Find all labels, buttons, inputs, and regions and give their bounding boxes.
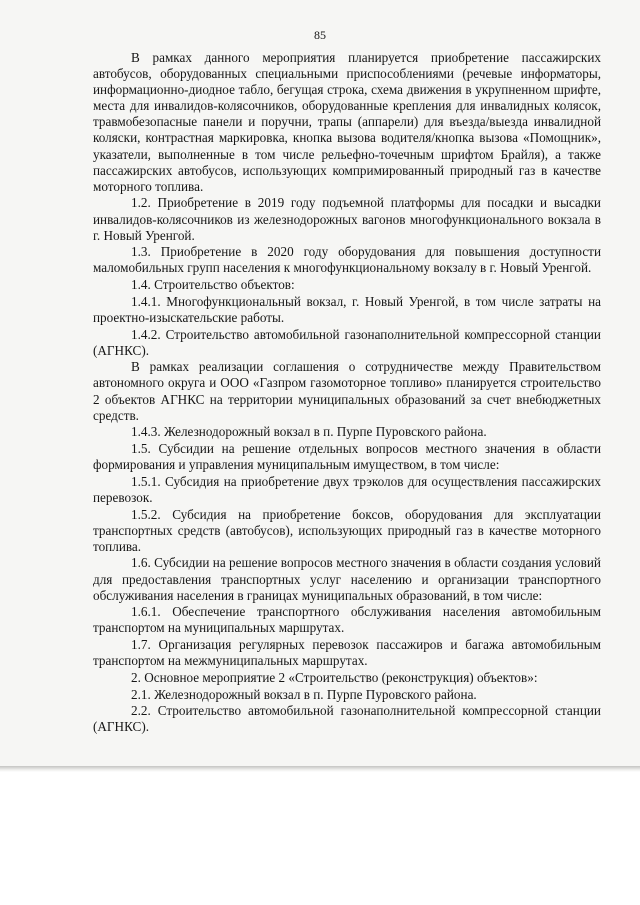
scan-edge-shadow — [0, 766, 640, 772]
paragraph-1-5-2: 1.5.2. Субсидия на приобретение боксов, оборудования для эксплуатации транспортных средств (автобусов), использующих природный газ в качестве моторного топлива. — [93, 506, 601, 554]
paragraph-1-4-3: 1.4.3. Железнодорожный вокзал в п. Пурпе Пуровского района. — [131, 424, 487, 440]
paragraph-2: 2. Основное мероприятие 2 «Строительство (реконструкция) объектов»: — [131, 669, 538, 685]
paragraph-buses: В рамках данного мероприятия планируется приобретение пассажирских автобусов, оборудованных специальными приспособлениями (речевые информаторы, информационно-диодное табло, бегущая строка, схема движения в укрупненном шрифте, места для инвалидов-колясочников, оборудованные крепления для инвалидных колясок, травмобезопасные панели и поручни, трапы (аппарели) для въезда/выезда инвалидной коляски, контрастная маркировка, кнопка вызова водителя/кнопка вызова «Помощник», указатели, выполненные в том числе рельефно-точечным шрифтом Брайля), а также пассажирских автобусов, использующих компримированный природный газ в качестве моторного топлива. — [93, 50, 601, 194]
paragraph-1-6: 1.6. Субсидии на решение вопросов местного значения в области создания условий для предоставления транспортных услуг населению и организации транспортного обслуживания населения в границах муниципальных образований, в том числе: — [93, 555, 601, 603]
paragraph-1-2: 1.2. Приобретение в 2019 году подъемной платформы для посадки и высадки инвалидов-колясочников из железнодорожных вагонов многофункционального вокзала в г. Новый Уренгой. — [93, 195, 601, 243]
paragraph-1-4-2: 1.4.2. Строительство автомобильной газонаполнительной компрессорной станции (АГНКС). — [93, 326, 601, 358]
paragraph-1-5-1: 1.5.1. Субсидия на приобретение двух трэколов для осуществления пассажирских перевозок. — [93, 473, 601, 505]
paragraph-1-5: 1.5. Субсидии на решение отдельных вопросов местного значения в области формирования и управления муниципальным имуществом, в том числе: — [93, 441, 601, 473]
paragraph-1-4-1: 1.4.1. Многофункциональный вокзал, г. Новый Уренгой, в том числе затраты на проектно-изыскательские работы. — [93, 293, 601, 325]
paragraph-agreement: В рамках реализации соглашения о сотрудничестве между Правительством автономного округа и ООО «Газпром газомоторное топливо» планируется строительство 2 объектов АГНКС на территории муниципальных образований за счет внебюджетных средств. — [93, 359, 601, 423]
paragraph-2-2: 2.2. Строительство автомобильной газонаполнительной компрессорной станции (АГНКС). — [93, 703, 601, 735]
paragraph-1-6-1: 1.6.1. Обеспечение транспортного обслуживания населения автомобильным транспортом на муниципальных маршрутах. — [93, 604, 601, 636]
paragraph-2-1: 2.1. Железнодорожный вокзал в п. Пурпе Пуровского района. — [131, 686, 477, 702]
paragraph-1-3: 1.3. Приобретение в 2020 году оборудования для повышения доступности маломобильных групп населения к многофункциональному вокзалу в г. Новый Уренгой. — [93, 244, 601, 276]
paragraph-1-4: 1.4. Строительство объектов: — [131, 277, 295, 293]
document-body — [93, 50, 601, 736]
paragraph-1-7: 1.7. Организация регулярных перевозок пассажиров и багажа автомобильным транспортом на межмуниципальных маршрутах. — [93, 637, 601, 669]
page-number: 85 — [314, 28, 326, 42]
